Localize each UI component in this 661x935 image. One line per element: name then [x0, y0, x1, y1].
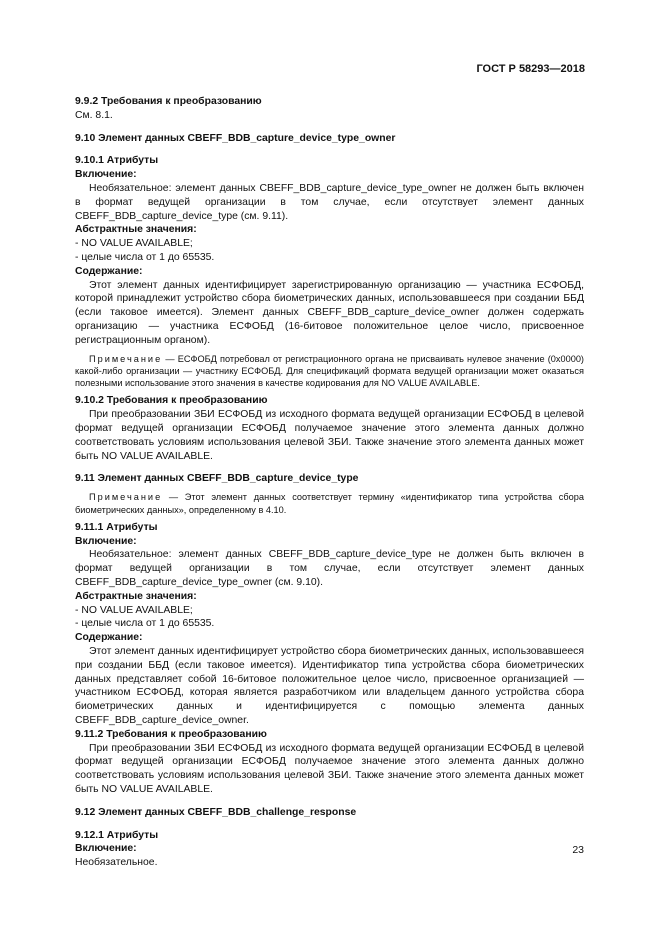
paragraph: Необязательное: элемент данных CBEFF_BDB_capture_device_type не должен быть включен в формат ведущей организации в том случае, если отсутствует элемент данных CBEFF_BDB_capture_device_type_owner (см. 9.10).: [75, 549, 584, 588]
text-line: - целые числа от 1 до 65535.: [75, 618, 215, 630]
paragraph: При преобразовании ЗБИ ЕСФОБД из исходного формата ведущей организации ЕСФОБД в целевой формат ведущей организации ЕСФОБД получаемое значение этого элемента данных должно соответствовать условиям использования целевой ЗБИ. Также значение этого элемента данных может быть NO VALUE AVAILABLE.: [75, 742, 584, 795]
paragraph: При преобразовании ЗБИ ЕСФОБД из исходного формата ведущей организации ЕСФОБД в целевой формат ведущей организации ЕСФОБД получаемое значение этого элемента данных должно соответствовать условиям использования целевой ЗБИ. Также значение этого элемента данных может быть NO VALUE AVAILABLE.: [75, 409, 584, 462]
subsection-heading: 9.12.1 Атрибуты: [75, 829, 159, 841]
paragraph: Этот элемент данных идентифицирует зарегистрированную организацию — участника ЕСФОБД, которой принадлежит устройство сбора биометрических данных, использовавшееся при создании ББД (если таковое имеется). Элемент данных CBEFF_BDB_capture_device_owner должен содержать организацию — участника ЕСФОБД (16-битовое положительное целое число, присвоенное регистрационным органом).: [75, 279, 584, 346]
section-heading: 9.12 Элемент данных CBEFF_BDB_challenge_response: [75, 806, 357, 818]
subsection-heading: 9.11.2 Требования к преобразованию: [75, 728, 267, 740]
subsection-heading: 9.10.1 Атрибуты: [75, 155, 159, 167]
field-label: Содержание:: [75, 632, 143, 644]
field-label: Включение:: [75, 843, 137, 855]
note-text: — Этот элемент данных соответствует термину «идентификатор типа устройства сбора биометрических данных», определенному в 4.10.: [75, 492, 584, 515]
note-text: — ЕСФОБД потребовал от регистрационного органа не присваивать нулевое значение (0x0000) какой-либо организации — участнику ЕСФОБД. Для спецификаций формата ведущей организации может оказаться полезными использование этого значения в качестве кодирования для NO VALUE AVAILABLE.: [75, 353, 584, 389]
field-label: Абстрактные значения:: [75, 224, 197, 236]
subsection-heading: 9.9.2 Требования к преобразованию: [75, 96, 262, 107]
note: [75, 491, 584, 516]
note: [75, 353, 584, 390]
paragraph: Этот элемент данных идентифицирует устройство сбора биометрических данных, использовавшееся при создании ББД (если таковое имеется). Идентификатор типа устройства сбора биометрических данных представляет собой 16-битовое положительное целое число, присвоенное организацией — участником ЕСФОБД, которая является разработчиком или владельцем данного устройства сбора биометрических данных и идентифицируется с помощью элемента данных CBEFF_BDB_capture_device_owner.: [75, 645, 584, 726]
subsection-heading: 9.10.2 Требования к преобразованию: [75, 395, 268, 407]
note-label: Примечание: [89, 492, 163, 503]
document-body: [75, 95, 584, 870]
text-line: - целые числа от 1 до 65535.: [75, 251, 215, 263]
paragraph: Необязательное: элемент данных CBEFF_BDB_capture_device_type_owner не должен быть включен в формат ведущей организации в том случае, если отсутствует элемент данных CBEFF_BDB_capture_device_type (см. 9.11).: [75, 182, 584, 222]
note-label: Примечание: [89, 353, 163, 364]
field-label: Абстрактные значения:: [75, 590, 197, 602]
subsection-heading: 9.11.1 Атрибуты: [75, 521, 158, 533]
text-line: - NO VALUE AVAILABLE;: [75, 604, 193, 616]
page-number: 23: [572, 844, 584, 856]
field-label: Содержание:: [75, 265, 143, 277]
text-line: - NO VALUE AVAILABLE;: [75, 238, 193, 250]
text-line: См. 8.1.: [75, 109, 113, 121]
field-label: Включение:: [75, 169, 137, 181]
section-heading: 9.11 Элемент данных CBEFF_BDB_capture_device_type: [75, 473, 359, 485]
section-heading: 9.10 Элемент данных CBEFF_BDB_capture_device_type_owner: [75, 132, 396, 144]
text-line: Необязательное.: [75, 857, 158, 869]
field-label: Включение:: [75, 535, 137, 547]
standard-header: ГОСТ Р 58293—2018: [476, 63, 585, 75]
